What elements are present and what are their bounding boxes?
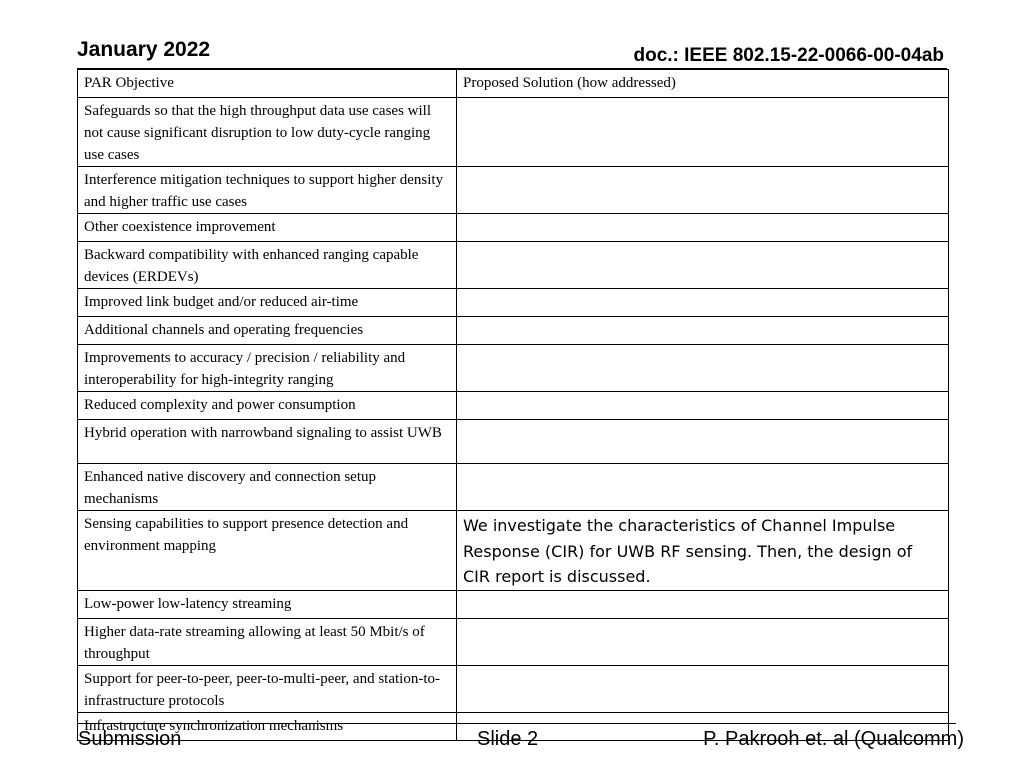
table-row — [78, 345, 949, 392]
solution-cell — [457, 214, 949, 242]
objective-cell: Higher data-rate streaming allowing at least 50 Mbit/s of throughput — [78, 618, 457, 665]
objective-cell: Improved link budget and/or reduced air-time — [78, 289, 457, 317]
footer-submission: Submission — [78, 728, 182, 750]
objective-cell: Infrastructure synchronization mechanisms — [78, 712, 457, 740]
solution-cell — [457, 618, 949, 665]
objective-cell: Sensing capabilities to support presence detection and environment mapping — [78, 511, 457, 591]
table-row — [78, 511, 949, 591]
column-header-solution: Proposed Solution (how addressed) — [457, 70, 949, 98]
solution-cell — [457, 289, 949, 317]
header-doc-id: doc.: IEEE 802.15-22-0066-00-04ab — [633, 45, 944, 66]
objective-cell: Additional channels and operating frequencies — [78, 317, 457, 345]
table-row — [78, 590, 949, 618]
solution-cell — [457, 242, 949, 289]
solution-cell — [457, 420, 949, 464]
objective-cell: Hybrid operation with narrowband signaling to assist UWB — [78, 420, 457, 464]
solution-cell — [457, 665, 949, 712]
objective-cell: Improvements to accuracy / precision / reliability and interoperability for high-integrity ranging — [78, 345, 457, 392]
solution-cell — [457, 464, 949, 511]
objective-cell: Enhanced native discovery and connection setup mechanisms — [78, 464, 457, 511]
table-row — [78, 242, 949, 289]
table-row — [78, 420, 949, 464]
solution-cell — [457, 98, 949, 167]
objective-cell: Support for peer-to-peer, peer-to-multi-peer, and station-to-infrastructure protocols — [78, 665, 457, 712]
footer-divider — [77, 723, 956, 724]
table-row — [78, 214, 949, 242]
solution-cell: We investigate the characteristics of Channel Impulse Response (CIR) for UWB RF sensing. Then, the design of CIR report is discussed. — [457, 511, 949, 591]
table-row — [78, 167, 949, 214]
table-row — [78, 392, 949, 420]
solution-cell — [457, 345, 949, 392]
objective-cell: Reduced complexity and power consumption — [78, 392, 457, 420]
table-row — [78, 618, 949, 665]
objective-cell: Low-power low-latency streaming — [78, 590, 457, 618]
table-row — [78, 464, 949, 511]
solution-cell — [457, 392, 949, 420]
solution-cell — [457, 167, 949, 214]
solution-cell — [457, 590, 949, 618]
footer-slide-number: Slide 2 — [477, 728, 539, 750]
objective-cell: Backward compatibility with enhanced ranging capable devices (ERDEVs) — [78, 242, 457, 289]
footer-authors: P. Pakrooh et. al (Qualcomm) — [703, 728, 964, 750]
table-row — [78, 98, 949, 167]
par-objectives-table — [77, 69, 949, 741]
header-date: January 2022 — [77, 38, 211, 61]
table-row — [78, 317, 949, 345]
solution-cell — [457, 317, 949, 345]
table-row — [78, 289, 949, 317]
objective-cell: Other coexistence improvement — [78, 214, 457, 242]
table-row — [78, 665, 949, 712]
objective-cell: Interference mitigation techniques to support higher density and higher traffic use cases — [78, 167, 457, 214]
table-header-row — [78, 70, 949, 98]
objective-cell: Safeguards so that the high throughput data use cases will not cause significant disruption to low duty-cycle ranging use cases — [78, 98, 457, 167]
column-header-objective: PAR Objective — [78, 70, 457, 98]
